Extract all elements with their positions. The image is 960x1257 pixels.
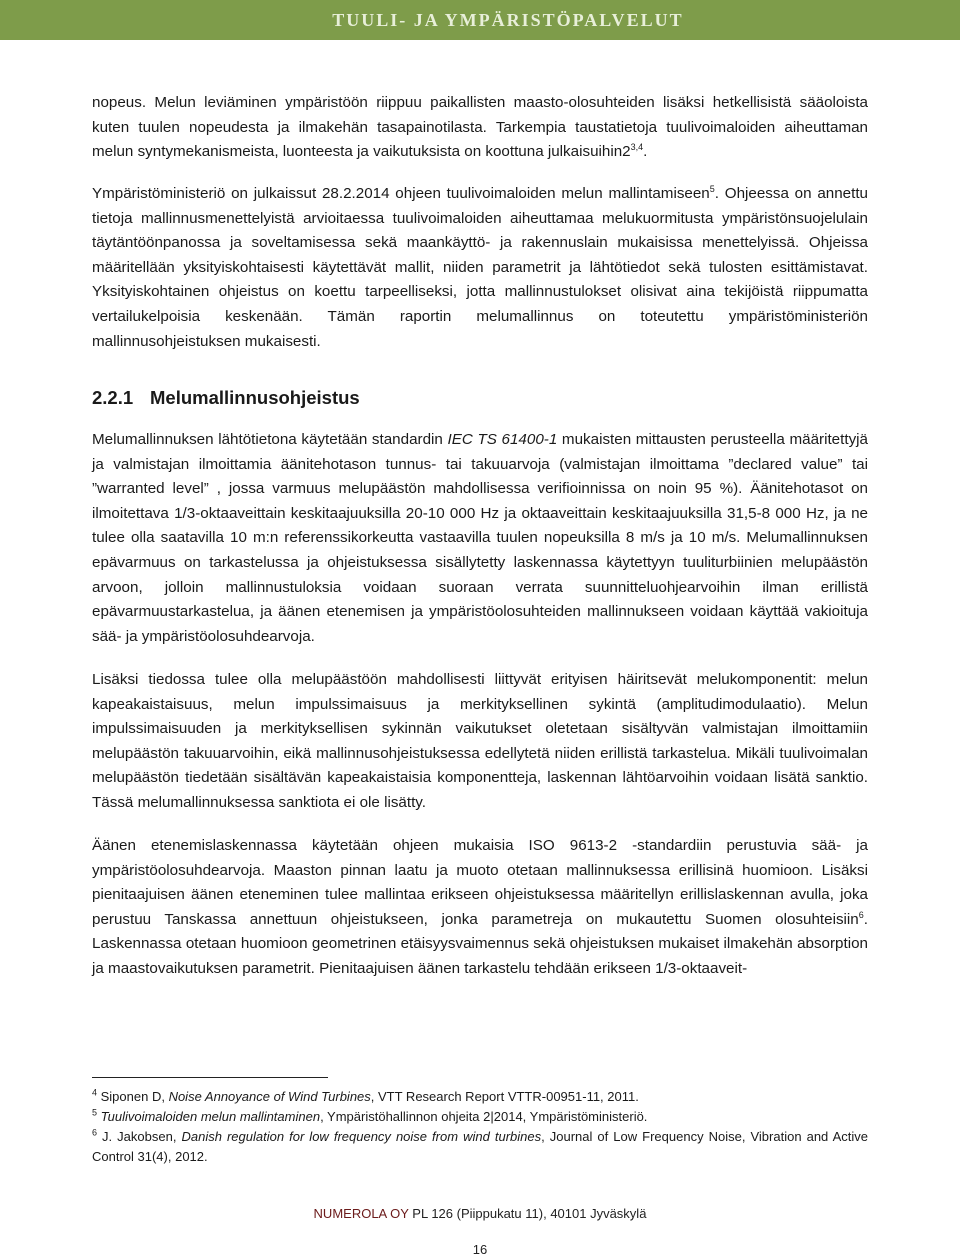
paragraph-5 <box>92 834 868 982</box>
footnote-divider <box>92 1077 328 1078</box>
footnote-6 <box>92 1127 868 1167</box>
p2-text-a: Ympäristöministeriö on julkaissut 28.2.2014 ohjeen tuulivoimaloiden melun mallintamiseen <box>92 185 710 202</box>
paragraph-2 <box>92 182 868 354</box>
p2-text-b: . Ohjeessa on annettu tietoja mallinnusmenettelyistä arvioitaessa tuulivoimaloiden aiheuttamaa melukuormitusta ympäristönsuojelulain täytäntöönpanossa ja soveltamisessa sekä maankäyttö- ja rakennuslain mukaisissa menettelyissä. Ohjeissa määritellään yksityiskohtaisesti käytettävät mallit, niiden parametrit ja lähtötiedot sekä tulosten esittämistavat. Yksityiskohtainen ohjeistus on koettu tarpeelliseksi, jotta mallinnustulokset olisivat aina tekijöistä riippumatta vertailukelpoisia keskenään. Tämän raportin melumallinnus on toteutettu ympäristöministeriön mallinnusohjeistuksen mukaisesti. <box>92 185 869 350</box>
section-title: Melumallinnusohjeistus <box>150 387 360 408</box>
header-title: TUULI- JA YMPÄRISTÖPALVELUT <box>332 10 684 30</box>
footnote-4 <box>92 1087 868 1107</box>
footnote-5-num: 5 <box>92 1107 98 1118</box>
p3-text-a: Melumallinnuksen lähtötietona käytetään standardin <box>92 431 448 448</box>
paragraph-3 <box>92 428 868 649</box>
footnote-4-a: Siponen D, <box>97 1089 169 1104</box>
p3-text-b: mukaisten mittausten perusteella määritettyjä ja valmistajan ilmoittamia äänitehotason tunnus- tai takuuarvoja (valmistajan ilmoittama ”declared value” tai ”warranted level” , jossa varmuus melupäästön mahdollisessa verifioinnissa on noin 95 %). Äänitehotasot on ilmoitettava 1/3-oktaaveittain keskitaajuuksilla 20-10 000 Hz ja oktaaveittain keskitaajuuksilla 31,5-8 000 Hz, ja ne tulee olla saatavilla 10 m:n referenssikorkeutta vastaavilla tuulen nopeuksilla 8 m/s ja 10 m/s. Melumallinnuksen epävarmuus on tarkastelussa ja ohjeistuksessa sisällytetty laskennassa käytettyyn tuuliturbiinien melupäästön arvoon, jolloin mallinnustuloksia voidaan suoraan verrata suunnitteluohjearvoihin ilman erillistä epävarmuustarkastelua, ja äänen etenemisen ja ympäristöolosuhteiden mallinnukseen voidaan käyttää vakioituja sää- ja ympäristöolosuhdearvoja. <box>92 431 868 645</box>
p2-footnote-ref: 5 <box>709 183 715 194</box>
p1-text: nopeus. Melun leviäminen ympäristöön riippuu paikallisten maasto-olosuhteiden lisäksi hetkellisistä sääoloista kuten tuulen nopeudesta ja ilmakehän tasapainotilasta. Tarkempia taustatietoja tuulivoimaloiden aiheuttaman melun syntymekanismeista, luonteesta ja vaikutuksista on koottuna julkaisuihin2 <box>92 94 868 161</box>
paragraph-4 <box>92 668 868 816</box>
footer-address-text: PL 126 (Piippukatu 11), 40101 Jyväskylä <box>408 1206 647 1221</box>
p1-end: . <box>643 143 648 161</box>
footnote-5-b: , Ympäristöhallinnon ohjeita 2|2014, Ympäristöministeriö. <box>320 1109 648 1124</box>
footer-address <box>0 1206 960 1221</box>
footnote-4-title: Noise Annoyance of Wind Turbines <box>168 1089 371 1104</box>
p5-text-a: Äänen etenemislaskennassa käytetään ohjeen mukaisia ISO 9613-2 -standardiin perustuvia sää- ja ympäristöolosuhdearvoja. Maaston pinnan laatu ja muoto otetaan mallinnuksessa erillisinä huomioon. Lisäksi pienitaajuisen äänen eteneminen tulee mallintaa erikseen ohjeistuksessa määritellyn erillislaskennan avulla, joka perustuu Tanskassa annettuun ohjeistukseen, jonka parametreja on mukautettu Suomen olosuhteisiin <box>92 837 868 928</box>
footnote-6-num: 6 <box>92 1127 98 1138</box>
footnote-6-b: , Journal of Low Frequency Noise, Vibration and Active Control 31(4), 2012. <box>92 1129 868 1164</box>
footnote-5 <box>92 1107 868 1127</box>
footnote-5-title: Tuulivoimaloiden melun mallintaminen <box>100 1109 321 1124</box>
page-number: 16 <box>472 1242 488 1257</box>
footnote-6-a: J. Jakobsen, <box>97 1129 182 1144</box>
header-banner <box>0 0 960 40</box>
p3-standard: IEC TS 61400-1 <box>447 431 558 448</box>
section-number: 2.2.1 <box>92 387 134 408</box>
p5-text-b: . Laskennassa otetaan huomioon geometrinen etäisyysvaimennus sekä ohjeistuksen mukaiset ilmakehän absorption ja maastovaikutuksen parametrit. Pienitaajuisen äänen tarkastelu tehdään erikseen 1/3-oktaaveit- <box>92 910 868 977</box>
p4-text: Lisäksi tiedossa tulee olla melupäästöön mahdollisesti liittyvät erityisen häiritsevät melukomponentit: melun kapeakaistaisuus, melun impulssimaisuus ja merkityksellinen sykintä (amplitudimodulaatio). Melun impulssimaisuuden ja merkityksellisen sykinnän vaikutukset oletetaan sisältyvän valmistajan ilmoittamiin melupäästön takuuarvoihin, eikä mallinnusohjeistuksessa edellytetä niiden erillistä tarkastelua. Mikäli tuulivoimalan melupäästön tiedetään sisältävän kapeakaistaisia komponentteja, laskennan lähtöarvoihin voidaan lisätä sanktio. Tässä melumallinnuksessa sanktiota ei ole lisätty. <box>92 671 868 811</box>
p1-footnote-ref: 3,4 <box>630 142 644 153</box>
section-heading <box>92 386 360 410</box>
p5-footnote-ref: 6 <box>858 909 864 920</box>
footer-brand: NUMEROLA OY <box>313 1206 409 1221</box>
footnote-4-num: 4 <box>92 1087 98 1098</box>
footnote-6-title: Danish regulation for low frequency noise from wind turbines <box>181 1129 542 1144</box>
footnote-4-b: , VTT Research Report VTTR-00951-11, 2011. <box>370 1089 639 1104</box>
paragraph-1 <box>92 91 868 165</box>
